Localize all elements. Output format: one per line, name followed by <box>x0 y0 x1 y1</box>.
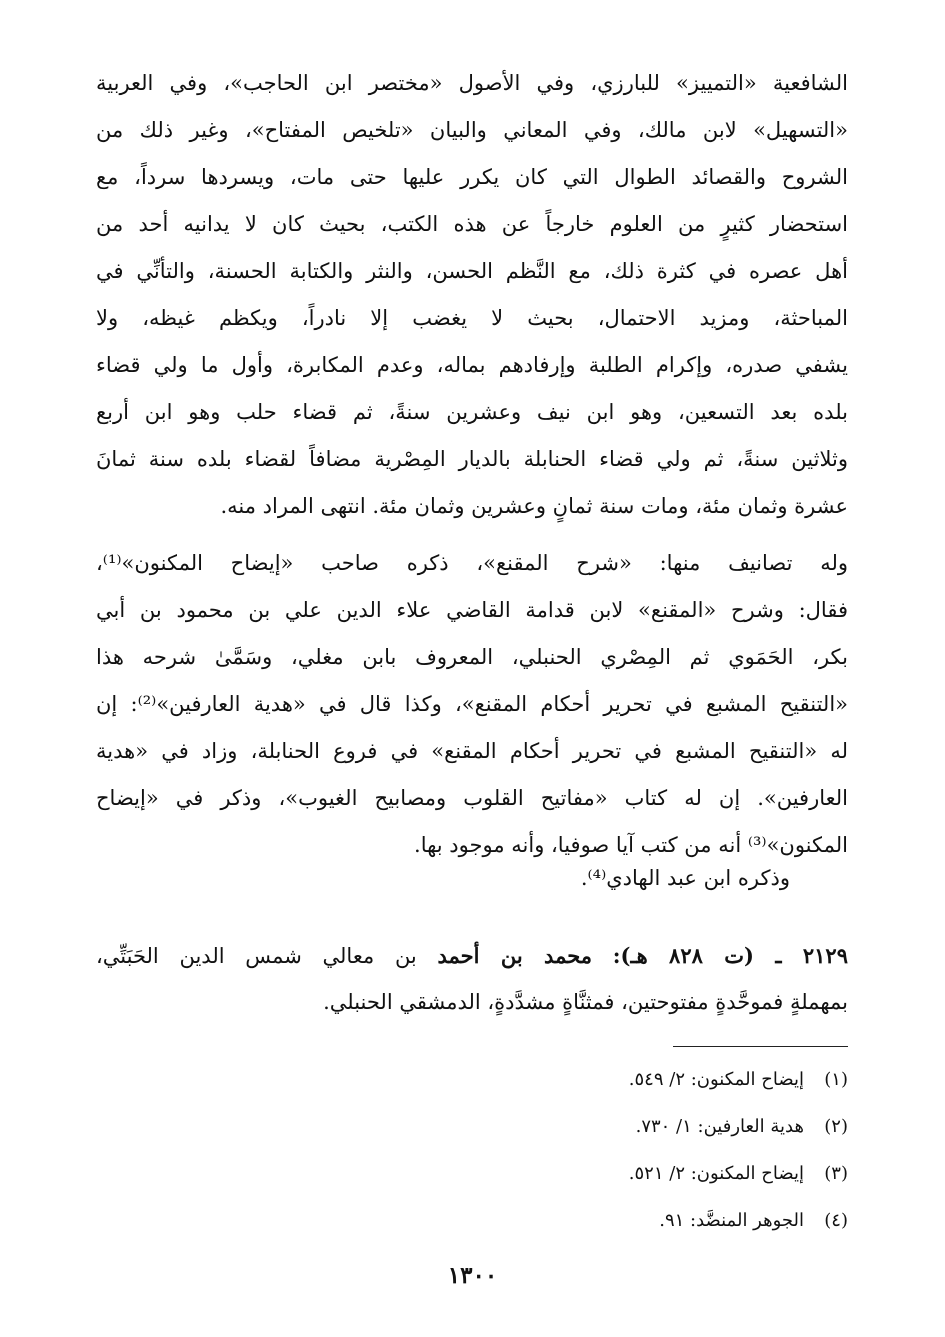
text-line: وذكره ابن عبد الهادي⁽⁴⁾. <box>580 866 790 890</box>
page-number: ١٣٠٠ <box>447 1262 498 1289</box>
entry-heading-line <box>96 932 848 979</box>
footnote-item <box>420 1110 848 1157</box>
entry-number-date: ٢١٢٩ ـ (ت ٨٢٨ هـ): <box>612 943 848 968</box>
text-line: بمهملةٍ فموحَّدةٍ مفتوحتين، فمثنَّاةٍ مشدَّدةٍ، الدمشقي الحنبلي. <box>323 990 848 1014</box>
text-line: عشرة وثمان مئة، ومات سنة ثمانٍ وعشرين وثمان مئة. انتهى المراد منه. <box>220 494 848 518</box>
entry-name: محمد بن أحمد <box>437 943 593 968</box>
footnote-number: (٢) <box>824 1116 848 1137</box>
entry-2129 <box>96 932 848 1026</box>
text-line: أهل عصره في كثرة ذلك، مع النَّظم الحسن، والنثر والكتابة الحسنة، والتأنِّي في <box>96 259 848 283</box>
footnote-item <box>420 1063 848 1110</box>
footnote-item <box>420 1157 848 1204</box>
text-line: له «التنقيح المشبع في تحرير أحكام المقنع» في فروع الحنابلة، وزاد في «هدية <box>96 739 848 763</box>
text-line: يشفي صدره، وإكرام الطلبة وإرفادهم بماله، وعدم المكابرة، وأول ما ولي قضاء <box>96 353 848 377</box>
footnote-text: هدية العارفين: ١/ ٧٣٠. <box>635 1116 804 1137</box>
paragraph-mention <box>96 855 848 902</box>
text-line: «التنقيح المشبع في تحرير أحكام المقنع»، وكذا قال في «هدية العارفين»⁽²⁾: إن <box>96 692 848 716</box>
text-line: فقال: وشرح «المقنع» لابن قدامة القاضي علاء الدين علي بن محمود بن أبي <box>96 598 848 622</box>
text-line: الشافعية «التمييز» للبارزي، وفي الأصول «مختصر ابن الحاجب»، وفي العربية <box>96 71 848 95</box>
text-line: «التسهيل» لابن مالك، وفي المعاني والبيان «تلخيص المفتاح»، وغير ذلك من <box>96 118 848 142</box>
text-line: بلده بعد التسعين، وهو ابن نيف وعشرين سنةً، ثم قضاء حلب وهو ابن أربع <box>96 400 848 424</box>
text-line: المباحثة، ومزيد الاحتمال، بحيث لا يغضب إلا نادراً، ويكظم غيظه، ولا <box>96 306 848 330</box>
text-line: بكر، الحَمَوي ثم المِصْري الحنبلي، المعروف بابن مغلي، وسَمَّىٰ شرحه هذا <box>96 645 848 669</box>
footnote-item <box>420 1204 848 1251</box>
paragraph-works <box>96 540 848 869</box>
footnote-divider <box>673 1046 848 1047</box>
paragraph-biography-continuation <box>96 60 848 530</box>
text-line: العارفين». إن له كتاب «مفاتيح القلوب ومصابيح الغيوب»، وذكر في «إيضاح <box>96 786 848 810</box>
text-line: المكنون»⁽³⁾ أنه من كتب آيا صوفيا، وأنه موجود بها. <box>414 833 848 857</box>
footnote-number: (٤) <box>824 1210 848 1231</box>
text-line: استحضار كثيرٍ من العلوم خارجاً عن هذه الكتب، بحيث كان لا يدانيه أحد من <box>96 212 848 236</box>
text-line: الشروح والقصائد الطوال التي كان يكرر عليها حتى مات، ويسردها سرداً، مع <box>96 165 848 189</box>
entry-name-rest: بن معالي شمس الدين الحَبَتِّي، <box>96 944 417 968</box>
footnote-number: (٣) <box>824 1163 848 1184</box>
footnote-text: إيضاح المكنون: ٢/ ٥٤٩. <box>628 1069 804 1090</box>
footnote-text: الجوهر المنضَّد: ٩١. <box>659 1210 804 1231</box>
text-line: وثلاثين سنةً، ثم ولي قضاء الحنابلة بالديار المِصْرية مضافاً لقضاء بلده سنة ثمانَ <box>96 447 848 471</box>
footnote-text: إيضاح المكنون: ٢/ ٥٢١. <box>628 1163 804 1184</box>
footnotes <box>420 1063 848 1251</box>
footnote-number: (١) <box>824 1069 848 1090</box>
text-line: وله تصانيف منها: «شرح المقنع»، ذكره صاحب «إيضاح المكنون»⁽¹⁾، <box>96 551 848 575</box>
